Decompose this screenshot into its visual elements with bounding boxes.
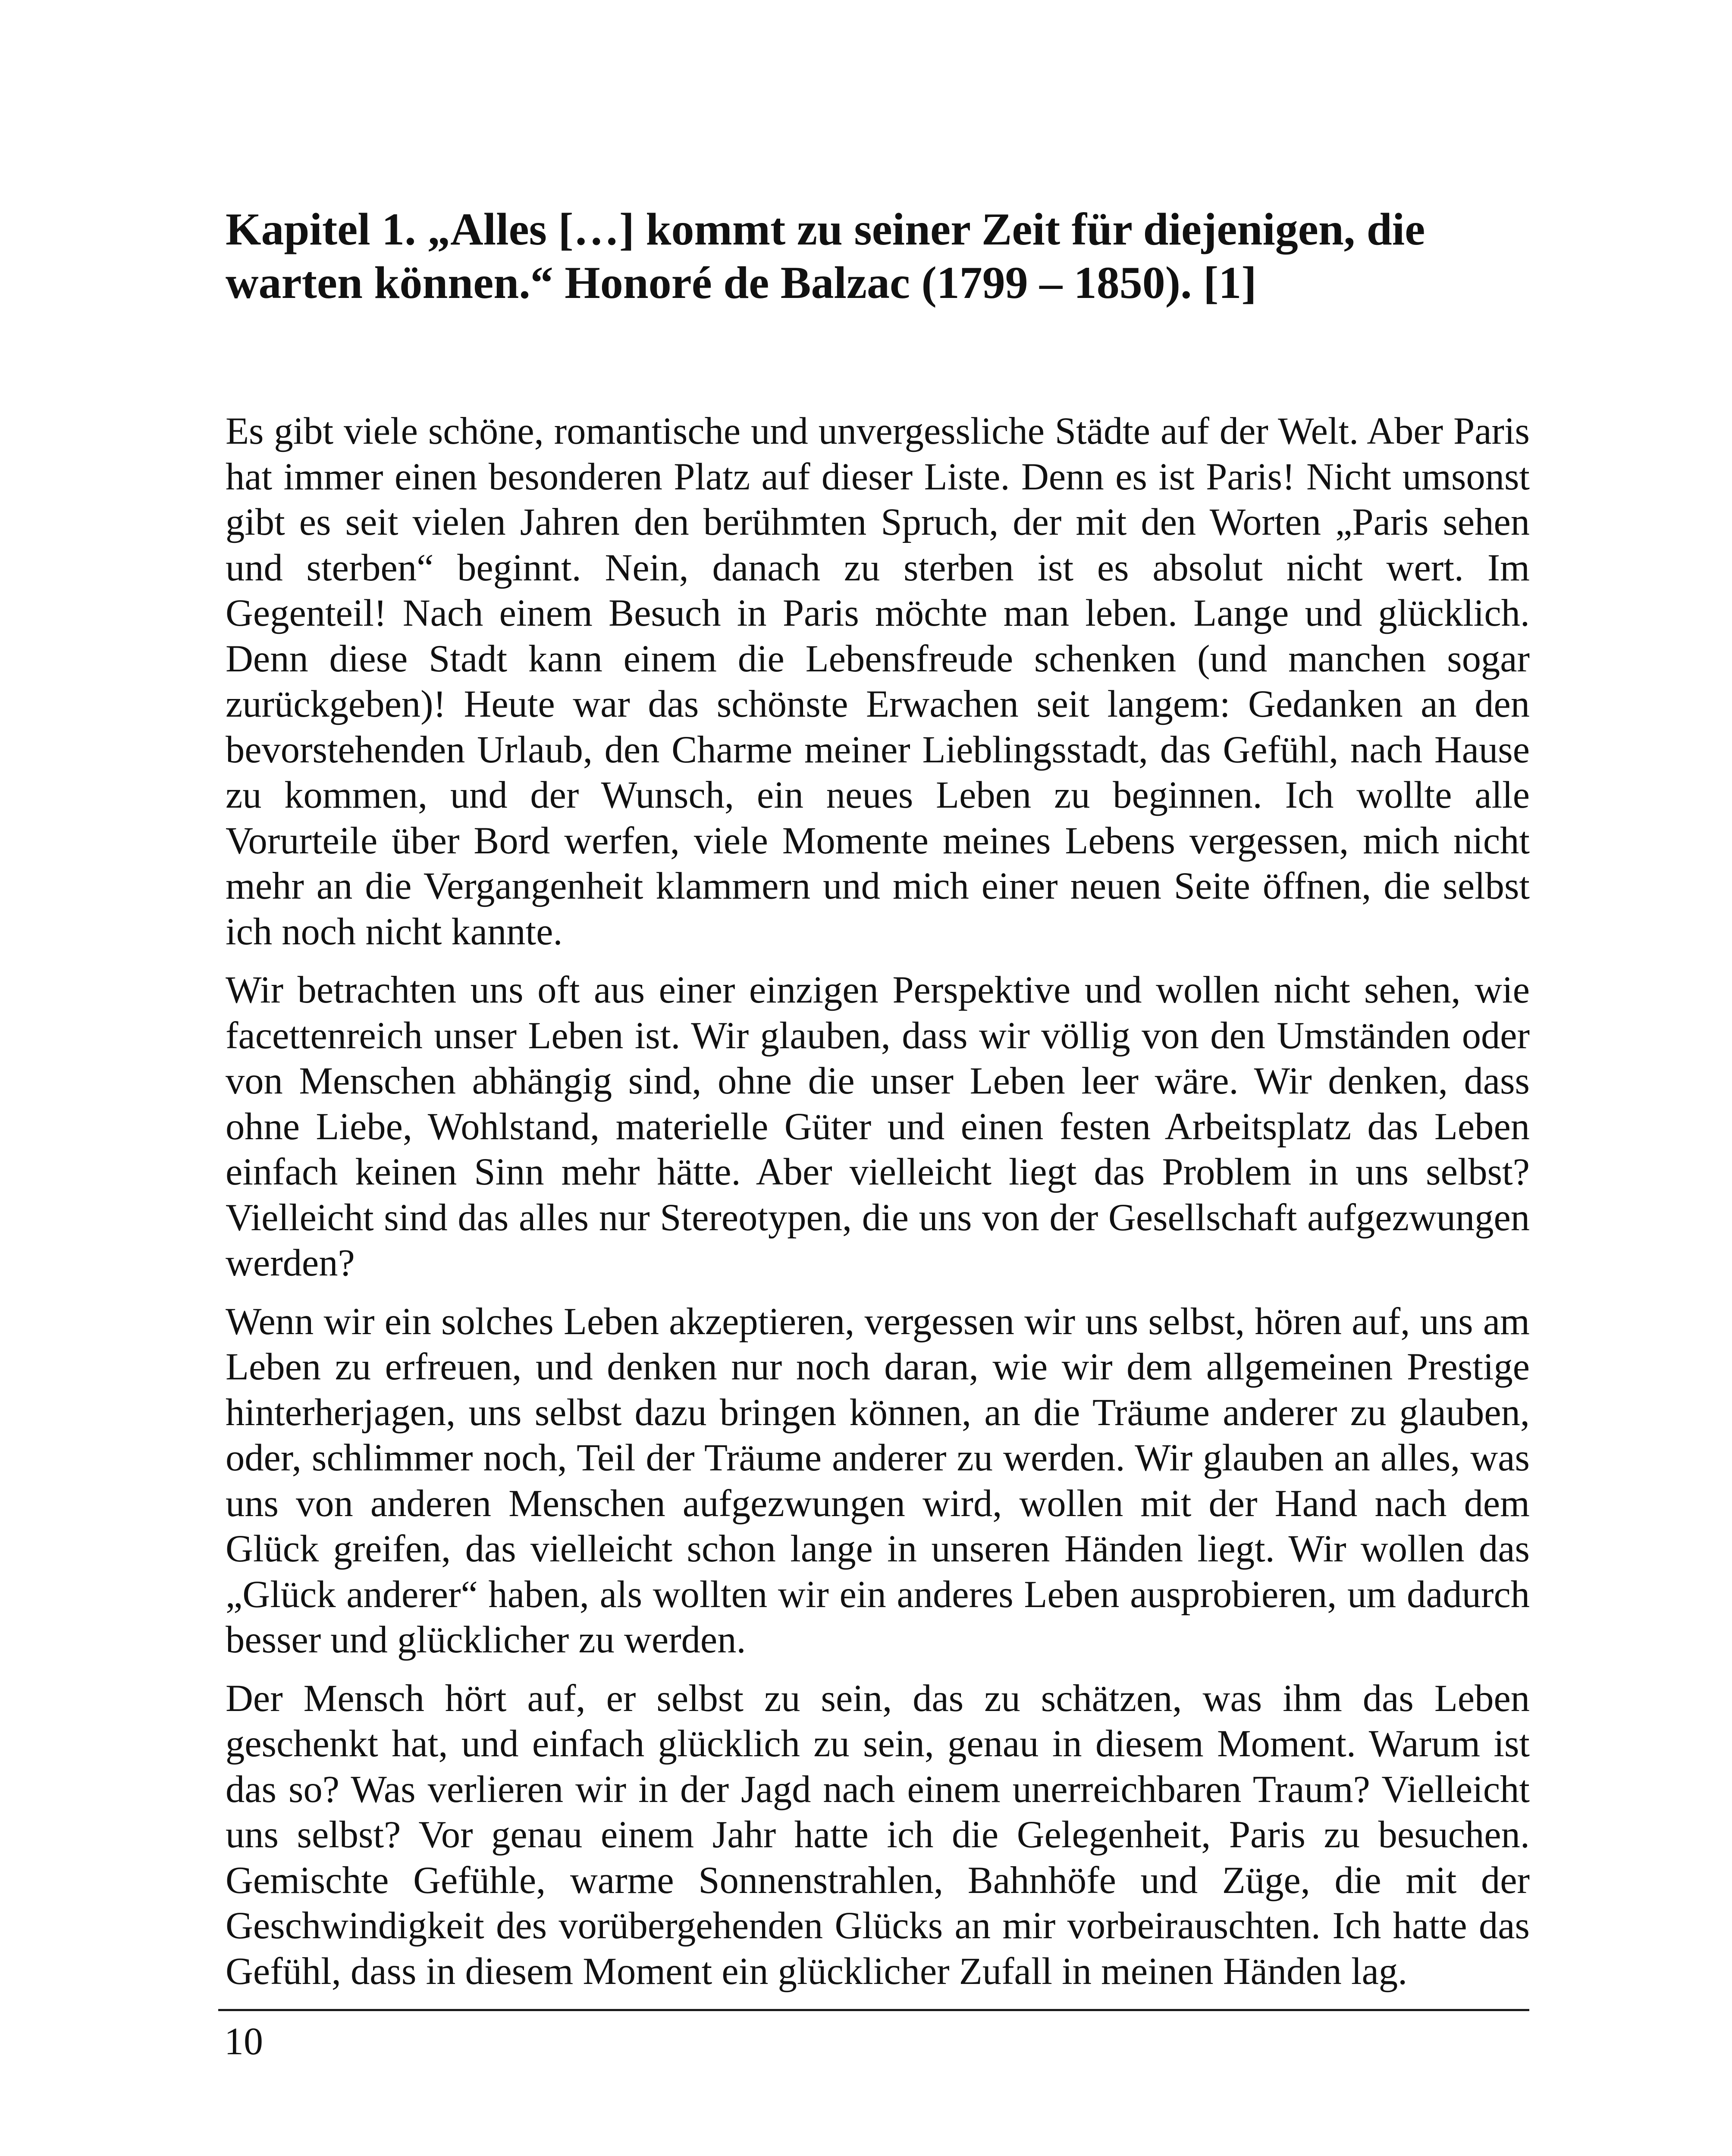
page-content <box>226 203 1530 2007</box>
footer-divider <box>218 2009 1529 2011</box>
body-text <box>226 409 1530 1994</box>
chapter-heading-line-1: Kapitel 1. „Alles […] kommt zu seiner Zeit für diejenigen, die <box>226 204 1425 254</box>
page-number: 10 <box>224 2020 263 2063</box>
paragraph-4: Der Mensch hört auf, er selbst zu sein, das zu schätzen, was ihm das Leben geschenkt hat, und einfach glücklich zu sein, genau in diesem Moment. Warum ist das so? Was verlieren wir in der Jagd nach einem unerreichbaren Traum? Vielleicht uns selbst? Vor genau einem Jahr hatte ich die Gelegenheit, Paris zu besuchen. Gemischte Gefühle, warme Sonnenstrahlen, Bahnhöfe und Züge, die mit der Geschwindigkeit des vorübergehenden Glücks an mir vorbeirauschten. Ich hatte das Gefühl, dass in diesem Moment ein glücklicher Zufall in meinen Händen lag. <box>226 1677 1530 1993</box>
paragraph-3: Wenn wir ein solches Leben akzeptieren, vergessen wir uns selbst, hören auf, uns am Leben zu erfreuen, und denken nur noch daran, wie wir dem allgemeinen Prestige hinterherjagen, uns selbst dazu bringen können, an die Träume anderer zu glauben, oder, schlimmer noch, Teil der Träume anderer zu werden. Wir glauben an alles, was uns von anderen Menschen aufgezwungen wird, wollen mit der Hand nach dem Glück greifen, das vielleicht schon lange in unseren Händen liegt. Wir wollen das „Glück anderer“ haben, als wollten wir ein anderes Leben ausprobieren, um dadurch besser und glücklicher zu werden. <box>226 1300 1530 1661</box>
chapter-heading <box>226 203 1530 310</box>
chapter-heading-line-2: warten können.“ Honoré de Balzac (1799 – 1850). [1] <box>226 257 1257 308</box>
paragraph-2: Wir betrachten uns oft aus einer einzigen Perspektive und wollen nicht sehen, wie facettenreich unser Leben ist. Wir glauben, dass wir völlig von den Umständen oder von Menschen abhängig sind, ohne die unser Leben leer wäre. Wir denken, dass ohne Liebe, Wohlstand, materielle Güter und einen festen Arbeitsplatz das Leben einfach keinen Sinn mehr hätte. Aber vielleicht liegt das Problem in uns selbst? Vielleicht sind das alles nur Stereotypen, die uns von der Gesellschaft aufgezwungen werden? <box>226 969 1530 1284</box>
paragraph-1: Es gibt viele schöne, romantische und unvergessliche Städte auf der Welt. Aber Paris hat immer einen besonderen Platz auf dieser Liste. Denn es ist Paris! Nicht umsonst gibt es seit vielen Jahren den berühmten Spruch, der mit den Worten „Paris sehen und sterben“ beginnt. Nein, danach zu sterben ist es absolut nicht wert. Im Gegenteil! Nach einem Besuch in Paris möchte man leben. Lange und glücklich. Denn diese Stadt kann einem die Lebensfreude schenken (und manchen sogar zurückgeben)! Heute war das schönste Erwachen seit langem: Gedanken an den bevorstehenden Urlaub, den Charme meiner Lieblingsstadt, das Gefühl, nach Hause zu kommen, und der Wunsch, ein neues Leben zu beginnen. Ich wollte alle Vorurteile über Bord werfen, viele Momente meines Lebens vergessen, mich nicht mehr an die Vergangenheit klammern und mich einer neuen Seite öffnen, die selbst ich noch nicht kannte. <box>226 410 1530 953</box>
